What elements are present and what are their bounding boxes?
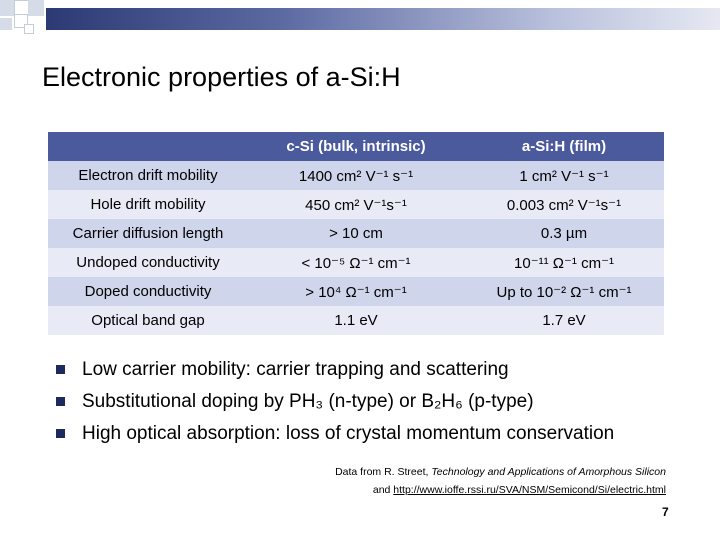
csi-value: 450 cm² V⁻¹s⁻¹ — [248, 190, 464, 219]
bullet-text: High optical absorption: loss of crystal momentum conservation — [82, 423, 615, 444]
bullet-list — [56, 354, 614, 450]
header-empty-cell — [48, 132, 248, 161]
square-bullet-icon — [56, 429, 65, 438]
csi-value: > 10 cm — [248, 219, 464, 248]
table-row — [48, 161, 664, 190]
source-book-title: Technology and Applications of Amorphous Silicon — [431, 466, 666, 478]
table-header-row — [48, 132, 664, 161]
csi-value: 1.1 eV — [248, 306, 464, 335]
asi-value: 10⁻¹¹ Ω⁻¹ cm⁻¹ — [464, 248, 664, 277]
bullet-item — [56, 418, 614, 450]
square-bullet-icon — [56, 397, 65, 406]
source-line-1 — [335, 463, 666, 481]
row-label: Undoped conductivity — [48, 248, 248, 277]
asi-value: 1 cm² V⁻¹ s⁻¹ — [464, 161, 664, 190]
bullet-text: Substitutional doping by PH₃ (n-type) or B₂H₆ (p-type) — [82, 391, 534, 412]
csi-value: 1400 cm² V⁻¹ s⁻¹ — [248, 161, 464, 190]
properties-table — [48, 132, 664, 335]
decor-square — [28, 0, 44, 16]
page-number: 7 — [662, 505, 669, 519]
decor-square — [0, 18, 12, 30]
csi-value: > 10⁴ Ω⁻¹ cm⁻¹ — [248, 277, 464, 306]
bullet-item — [56, 354, 614, 386]
slide-title: Electronic properties of a-Si:H — [42, 62, 401, 92]
square-bullet-icon — [56, 365, 65, 374]
source-link[interactable]: http://www.ioffe.rssi.ru/SVA/NSM/Semicond/Si/electric.html — [393, 484, 666, 496]
header-asi: a-Si:H (film) — [464, 132, 664, 161]
asi-value: 1.7 eV — [464, 306, 664, 335]
bullet-text: Low carrier mobility: carrier trapping and scattering — [82, 359, 509, 380]
decor-square — [24, 24, 34, 34]
source-prefix: Data from R. Street, — [335, 466, 432, 478]
row-label: Optical band gap — [48, 306, 248, 335]
source-line-2 — [335, 481, 666, 499]
asi-value: Up to 10⁻² Ω⁻¹ cm⁻¹ — [464, 277, 664, 306]
csi-value: < 10⁻⁵ Ω⁻¹ cm⁻¹ — [248, 248, 464, 277]
table-row — [48, 306, 664, 335]
asi-value: 0.3 µm — [464, 219, 664, 248]
table-row — [48, 219, 664, 248]
row-label: Electron drift mobility — [48, 161, 248, 190]
table-row — [48, 277, 664, 306]
bullet-item — [56, 386, 614, 418]
row-label: Hole drift mobility — [48, 190, 248, 219]
table-row — [48, 190, 664, 219]
header-csi: c-Si (bulk, intrinsic) — [248, 132, 464, 161]
source-citation — [335, 463, 666, 499]
header-gradient-bar — [46, 8, 720, 30]
source-and: and — [372, 484, 394, 496]
row-label: Doped conductivity — [48, 277, 248, 306]
asi-value: 0.003 cm² V⁻¹s⁻¹ — [464, 190, 664, 219]
table-row — [48, 248, 664, 277]
row-label: Carrier diffusion length — [48, 219, 248, 248]
